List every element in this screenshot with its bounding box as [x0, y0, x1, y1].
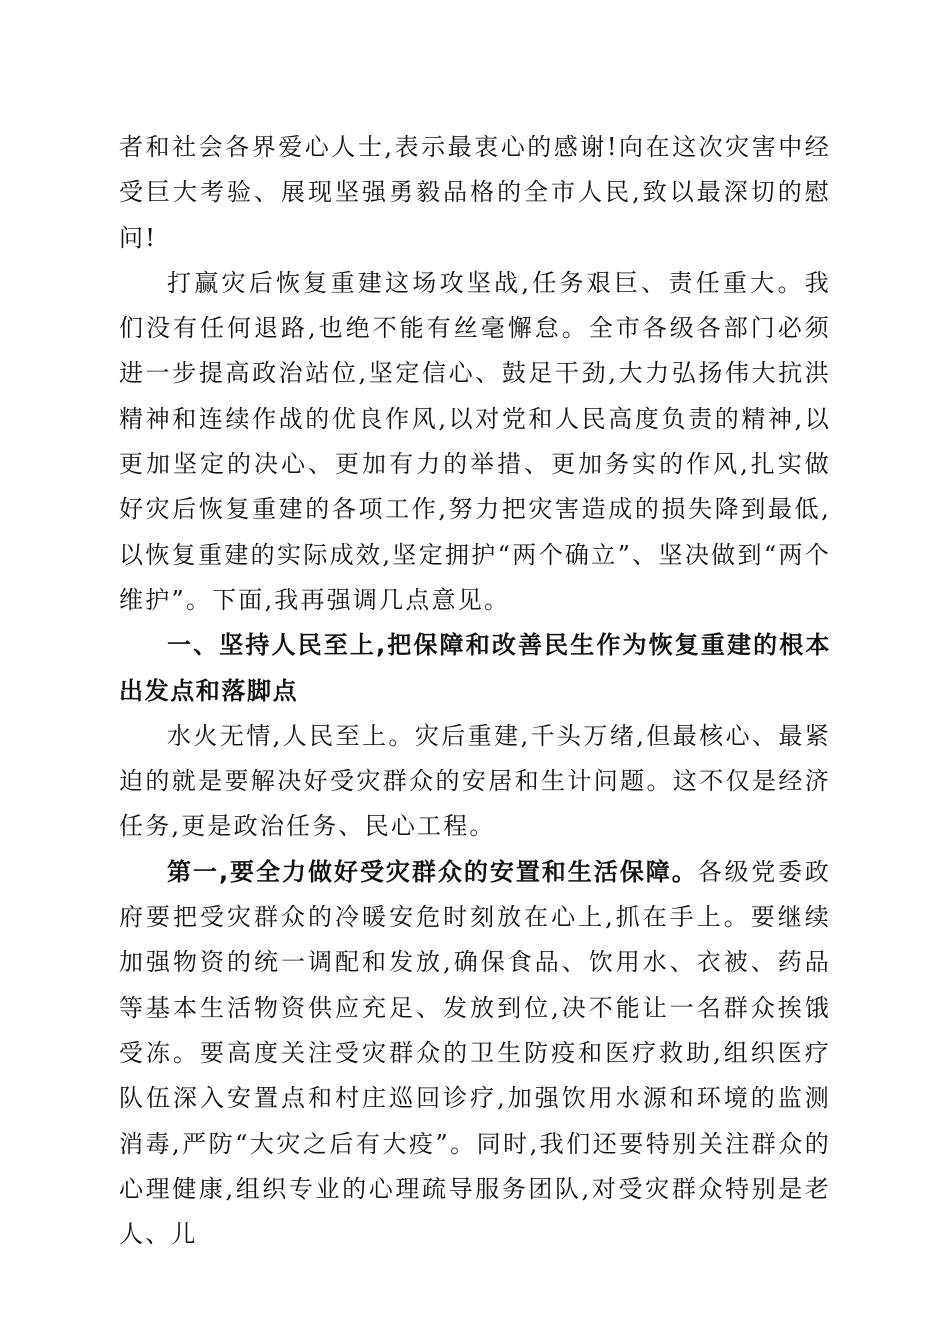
paragraph-people-first: 水火无情,人民至上。灾后重建,千头万绪,但最核心、最紧迫的就是要解决好受灾群众的安居和生计问题。这不仅是经济任务,更是政治任务、民心工程。 [119, 721, 831, 841]
section-heading-1: 一、坚持人民至上,把保障和改善民生作为恢复重建的根本出发点和落脚点 [119, 631, 831, 705]
paragraph-recovery-task: 打赢灾后恢复重建这场攻坚战,任务艰巨、责任重大。我们没有任何退路,也绝不能有丝毫懈怠。全市各级各部门必须进一步提高政治站位,坚定信心、鼓足干劲,大力弘扬伟大抗洪精神和连续作战的优良作风,以对党和人民高度负责的精神,以更加坚定的决心、更加有力的举措、更加务实的作风,扎实做好灾后恢复重建的各项工作,努力把灾害造成的损失降到最低,以恢复重建的实际成效,坚定拥护“两个确立”、坚决做到“两个维护”。下面,我再强调几点意见。 [119, 268, 831, 614]
paragraph-first-point-body: 各级党委政府要把受灾群众的冷暖安危时刻放在心上,抓在手上。要继续加强物资的统一调配和发放,确保食品、饮用水、衣被、药品等基本生活物资供应充足、发放到位,决不能让一名群众挨饿受冻。要高度关注受灾群众的卫生防疫和医疗救助,组织医疗队伍深入安置点和村庄巡回诊疗,加强饮用水源和环境的监测消毒,严防“大灾之后有大疫”。同时,我们还要特别关注群众的心理健康,组织专业的心理疏导服务团队,对受灾群众特别是老人、儿 [119, 857, 832, 1249]
document-body [119, 125, 831, 1257]
paragraph-lead-sentence: 第一,要全力做好受灾群众的安置和生活保障。 [167, 857, 698, 886]
paragraph-first-point [119, 850, 831, 1258]
paragraph-continued: 者和社会各界爱心人士,表示最衷心的感谢!向在这次灾害中经受巨大考验、展现坚强勇毅品格的全市人民,致以最深切的慰问! [119, 133, 831, 252]
